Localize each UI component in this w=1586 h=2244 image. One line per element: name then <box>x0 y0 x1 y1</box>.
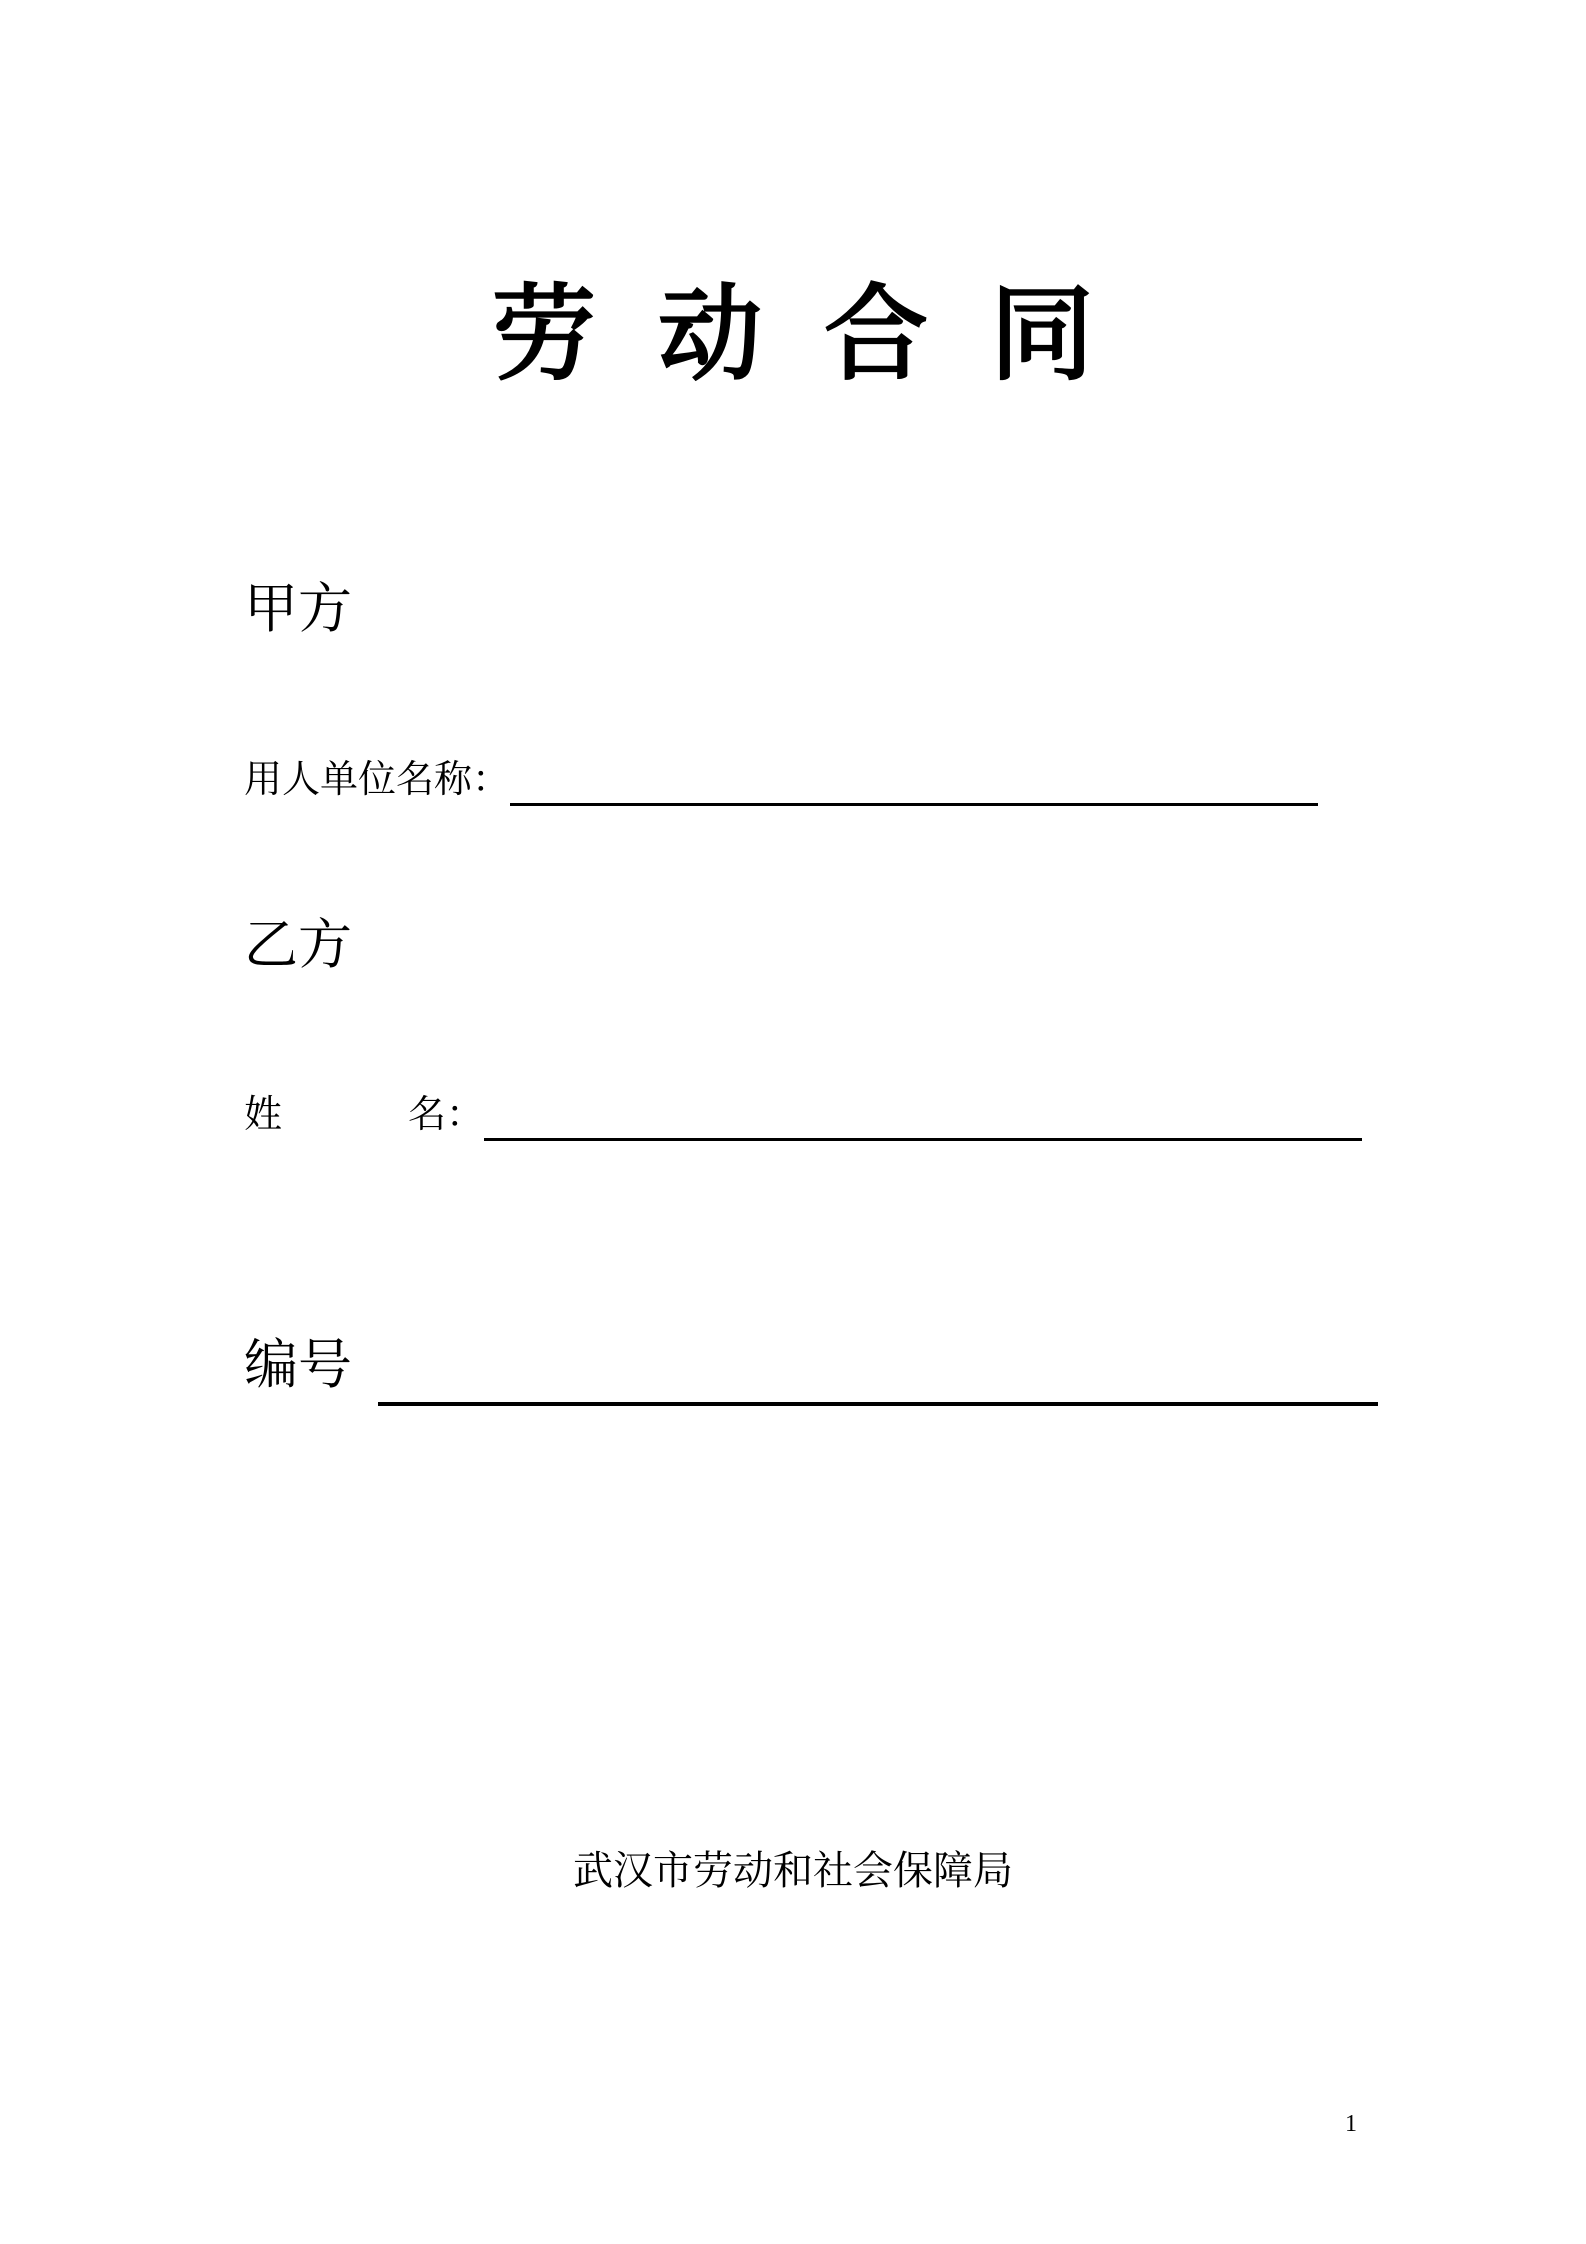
serial-number-field[interactable] <box>378 1402 1378 1406</box>
serial-number-row <box>244 1333 1378 1396</box>
employee-name-label-part1: 姓 <box>244 1092 283 1136</box>
employer-name-row <box>244 757 1318 801</box>
employer-name-label: 用人单位名称： <box>244 757 511 801</box>
employee-name-row <box>244 1092 1362 1136</box>
employee-name-label-part2: 名： <box>408 1092 485 1136</box>
serial-number-label: 编号 <box>244 1333 352 1396</box>
page-number: 1 <box>1345 2111 1357 2137</box>
party-a-heading: 甲方 <box>244 577 352 640</box>
party-b-heading: 乙方 <box>244 913 352 976</box>
employee-name-field[interactable] <box>484 1138 1362 1141</box>
employer-name-field[interactable] <box>510 803 1318 806</box>
document-title: 劳动合同 <box>491 272 1156 395</box>
issuing-authority: 武汉市劳动和社会保障局 <box>573 1848 1013 1894</box>
